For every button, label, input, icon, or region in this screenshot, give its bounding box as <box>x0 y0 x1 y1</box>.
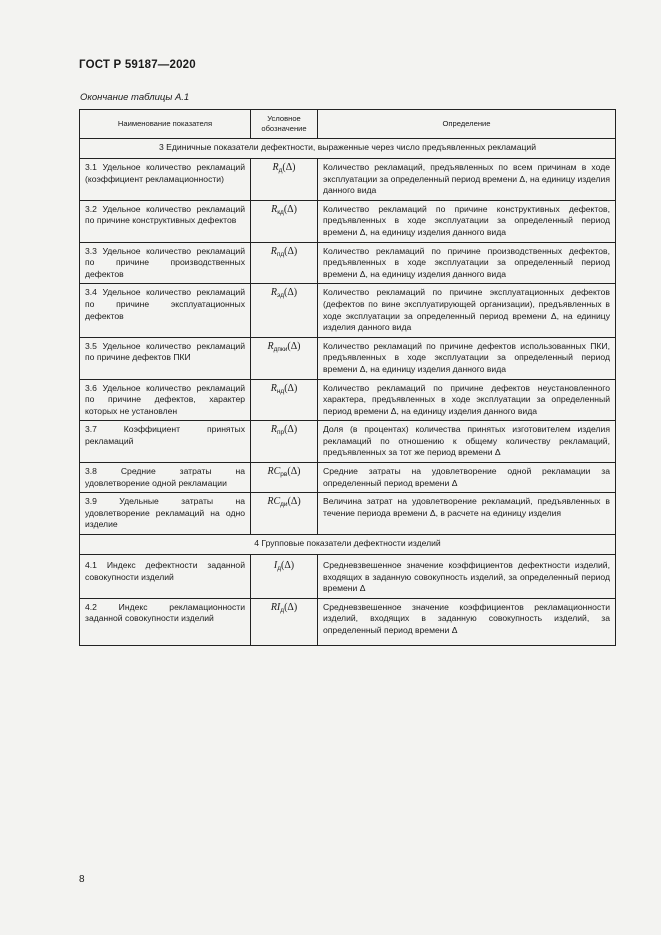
indicator-symbol <box>251 598 318 645</box>
column-header-name: Наименование показателя <box>80 110 251 139</box>
symbol-letter: R <box>270 424 277 436</box>
column-header-definition: Определение <box>318 110 616 139</box>
indicator-symbol <box>251 284 318 337</box>
symbol-argument: (Δ) <box>284 424 298 436</box>
symbol-argument: (Δ) <box>283 287 298 299</box>
table-row <box>80 493 616 535</box>
symbol-letter: RC <box>267 466 281 478</box>
indicator-name: 4.1 Индекс дефектности заданной совокупности изделий <box>80 555 251 599</box>
indicator-definition: Количество рекламаций по причине дефектов неустановленного характера, предъявленных в ходе эксплуатации за определенный период времени Δ, на единицу изделия данного вида <box>318 379 616 421</box>
table-row <box>80 555 616 599</box>
indicator-name: 4.2 Индекс рекламационности заданной совокупности изделий <box>80 598 251 645</box>
column-header-symbol: Условное обозначение <box>251 110 318 139</box>
indicator-symbol <box>251 379 318 421</box>
indicator-definition: Количество рекламаций по причине производственных дефектов, предъявленных в ходе эксплуатации за определенный период времени Δ, на единицу изделия данного вида <box>318 242 616 284</box>
section-header-row <box>80 535 616 555</box>
indicator-name: 3.5 Удельное количество рекламаций по причине дефектов ПКИ <box>80 337 251 379</box>
section-3-title: 3 Единичные показатели дефектности, выраженные через число предъявленных рекламаций <box>80 139 616 159</box>
symbol-subscript: д <box>278 167 283 174</box>
symbol-subscript: пр <box>276 429 285 437</box>
symbol-argument: (Δ) <box>281 560 295 572</box>
table-row <box>80 242 616 284</box>
table-row <box>80 421 616 463</box>
symbol-argument: (Δ) <box>287 340 301 352</box>
symbol-subscript: д <box>280 606 285 614</box>
indicator-symbol <box>251 493 318 535</box>
indicator-definition: Количество рекламаций, предъявленных по всем причинам в ходе эксплуатации за определенный период времени Δ, на единицу изделия данного вида <box>318 159 616 201</box>
section-4-title: 4 Групповые показатели дефектности изделий <box>80 535 616 555</box>
page-number: 8 <box>79 874 85 885</box>
table-caption: Окончание таблицы А.1 <box>80 92 190 103</box>
symbol-subscript: пд <box>276 250 285 258</box>
symbol-subscript: д <box>277 565 282 573</box>
definitions-table <box>79 109 616 646</box>
indicator-name: 3.2 Удельное количество рекламаций по причине конструктивных дефектов <box>80 200 251 242</box>
indicator-symbol <box>251 421 318 463</box>
indicator-name: 3.3 Удельное количество рекламаций по причине производственных дефектов <box>80 242 251 284</box>
indicator-definition: Количество рекламаций по причине дефектов использованных ПКИ, предъявленных в ходе эксплуатации за определенный период времени Δ, на единицу изделия данного вида <box>318 337 616 379</box>
symbol-letter: R <box>267 340 274 352</box>
table-row <box>80 159 616 201</box>
indicator-symbol <box>251 337 318 379</box>
section-header-row <box>80 139 616 159</box>
symbol-letter: R <box>270 245 277 257</box>
indicator-definition: Средние затраты на удовлетворение одной рекламации за определенный период времени Δ <box>318 463 616 493</box>
table-header-row <box>80 110 616 139</box>
indicator-definition: Величина затрат на удовлетворение рекламаций, предъявленных в течение периода времени Δ, в расчете на единицу изделия <box>318 493 616 535</box>
indicator-name: 3.7 Коэффициент принятых рекламаций <box>80 421 251 463</box>
indicator-symbol <box>251 555 318 599</box>
symbol-subscript: нд <box>276 387 285 395</box>
symbol-letter: RI <box>270 601 281 613</box>
symbol-subscript: кд <box>277 208 284 216</box>
section-3-body <box>80 139 616 535</box>
symbol-letter: I <box>273 560 278 572</box>
table-row <box>80 284 616 337</box>
symbol-argument: (Δ) <box>284 245 298 257</box>
indicator-definition: Доля (в процентах) количества принятых изготовителем изделия рекламаций по отношению к общему количеству рекламаций, предъявленных за тот же период времени Δ <box>318 421 616 463</box>
table-row <box>80 379 616 421</box>
symbol-letter: R <box>270 287 278 299</box>
symbol-argument: (Δ) <box>284 601 298 613</box>
indicator-name: 3.9 Удельные затраты на удовлетворение рекламаций на одно изделие <box>80 493 251 535</box>
indicator-symbol <box>251 159 318 201</box>
table-row <box>80 200 616 242</box>
definitions-table-wrapper <box>79 109 615 646</box>
symbol-letter: RC <box>267 496 281 508</box>
table-row <box>80 463 616 493</box>
symbol-subscript: рв <box>280 471 288 479</box>
indicator-definition: Количество рекламаций по причине эксплуатационных дефектов (дефектов по вине эксплуатирующей организации), предъявленных в ходе эксплуатации за определенный период времени Δ, на единицу изделия данного вида <box>318 284 616 337</box>
document-title: ГОСТ Р 59187—2020 <box>79 59 196 71</box>
symbol-subscript: ди <box>280 501 288 509</box>
indicator-symbol <box>251 200 318 242</box>
indicator-name: 3.8 Средние затраты на удовлетворение одной рекламации <box>80 463 251 493</box>
section-4-body <box>80 535 616 646</box>
indicator-definition: Средневзвешенное значение коэффициентов рекламационности изделий, входящих в заданную совокупность изделий, за определенный период времени Δ <box>318 598 616 645</box>
symbol-letter: R <box>271 203 278 215</box>
symbol-letter: R <box>270 382 277 394</box>
symbol-argument: (Δ) <box>282 162 296 173</box>
symbol-subscript: дпки <box>273 345 288 353</box>
symbol-argument: (Δ) <box>283 203 297 215</box>
indicator-name: 3.4 Удельное количество рекламаций по причине эксплуатационных дефектов <box>80 284 251 337</box>
symbol-argument: (Δ) <box>284 382 298 394</box>
indicator-definition: Средневзвешенное значение коэффициентов дефектности изделий, входящих в заданную совокупность изделий, за определенный период времени Δ <box>318 555 616 599</box>
table-row <box>80 598 616 645</box>
symbol-subscript: эд <box>277 292 284 300</box>
indicator-symbol <box>251 242 318 284</box>
indicator-name: 3.1 Удельное количество рекламаций (коэффициент рекламационности) <box>80 159 251 201</box>
table-row <box>80 337 616 379</box>
symbol-letter: R <box>272 162 279 173</box>
indicator-symbol <box>251 463 318 493</box>
indicator-definition: Количество рекламаций по причине конструктивных дефектов, предъявленных в ходе эксплуатации за определенный период времени Δ, на единицу изделия данного вида <box>318 200 616 242</box>
symbol-argument: (Δ) <box>287 496 301 508</box>
symbol-argument: (Δ) <box>287 466 301 478</box>
indicator-name: 3.6 Удельное количество рекламаций по причине дефектов, характер которых не установлен <box>80 379 251 421</box>
